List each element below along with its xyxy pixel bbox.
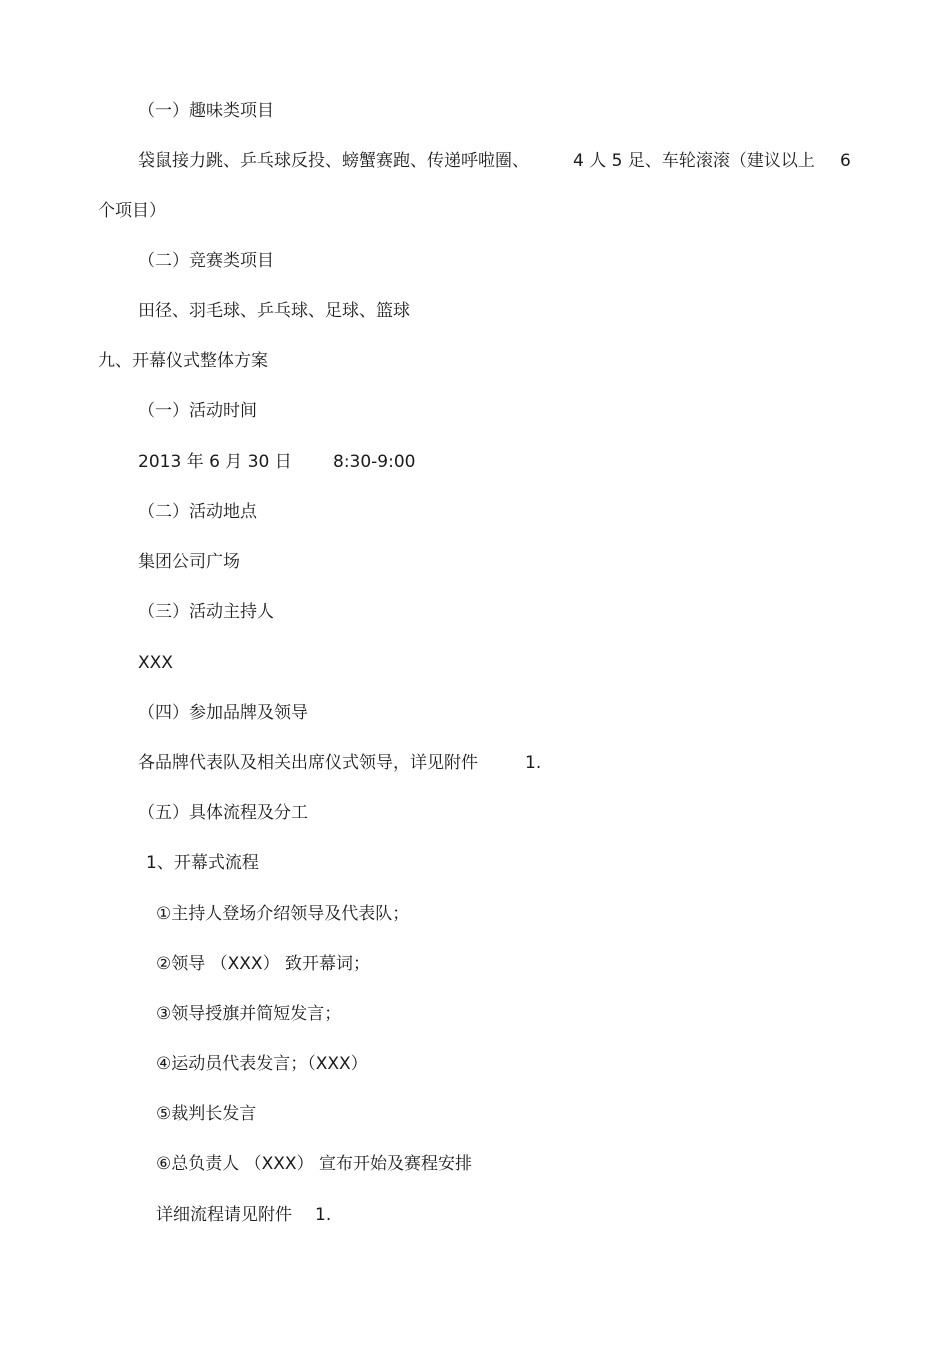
activity-date: 2013 年 6 月 30 日 [138, 452, 292, 472]
subheading-fun-events: （一）趣味类项目 [138, 101, 274, 121]
subheading-brands-leaders: （四）参加品牌及领导 [138, 703, 308, 723]
section-heading-opening-ceremony: 九、开幕仪式整体方案 [98, 351, 268, 371]
process-step-2: ②领导 （XXX） 致开幕词； [156, 954, 370, 974]
process-step-3: ③领导授旗并简短发言； [156, 1004, 342, 1024]
host-name: XXX [138, 653, 173, 673]
subheading-competitive-events: （二）竞赛类项目 [138, 251, 274, 271]
brands-leaders-text: 各品牌代表队及相关出席仪式领导，详见附件 [138, 753, 478, 773]
fun-events-list-part2: 4 人 5 足、车轮滚滚（建议以上 [573, 151, 815, 171]
brands-leaders-attachment: 1. [525, 753, 542, 773]
subheading-host: （三）活动主持人 [138, 602, 274, 622]
detailed-process-note: 详细流程请见附件 [156, 1205, 292, 1225]
subheading-activity-location: （二）活动地点 [138, 502, 257, 522]
process-step-5: ⑤裁判长发言 [156, 1104, 257, 1124]
competitive-events-list: 田径、羽毛球、乒乓球、足球、篮球 [138, 301, 410, 321]
fun-events-list-part3: 6 [840, 151, 851, 171]
activity-location: 集团公司广场 [138, 552, 240, 572]
detailed-process-attachment: 1. [315, 1205, 332, 1225]
fun-events-list-continued: 个项目） [98, 201, 166, 221]
subheading-activity-time: （一）活动时间 [138, 401, 257, 421]
process-step-1: ①主持人登场介绍领导及代表队； [156, 904, 410, 924]
subheading-process-division: （五）具体流程及分工 [138, 803, 308, 823]
fun-events-list-part1: 袋鼠接力跳、乒乓球反投、螃蟹赛跑、传递呼啦圈、 [138, 151, 529, 171]
process-step-4: ④运动员代表发言；（XXX） [156, 1054, 368, 1074]
opening-process-heading: 1、开幕式流程 [146, 853, 259, 873]
activity-time: 8:30-9:00 [333, 452, 416, 472]
process-step-6: ⑥总负责人 （XXX） 宣布开始及赛程安排 [156, 1154, 472, 1174]
